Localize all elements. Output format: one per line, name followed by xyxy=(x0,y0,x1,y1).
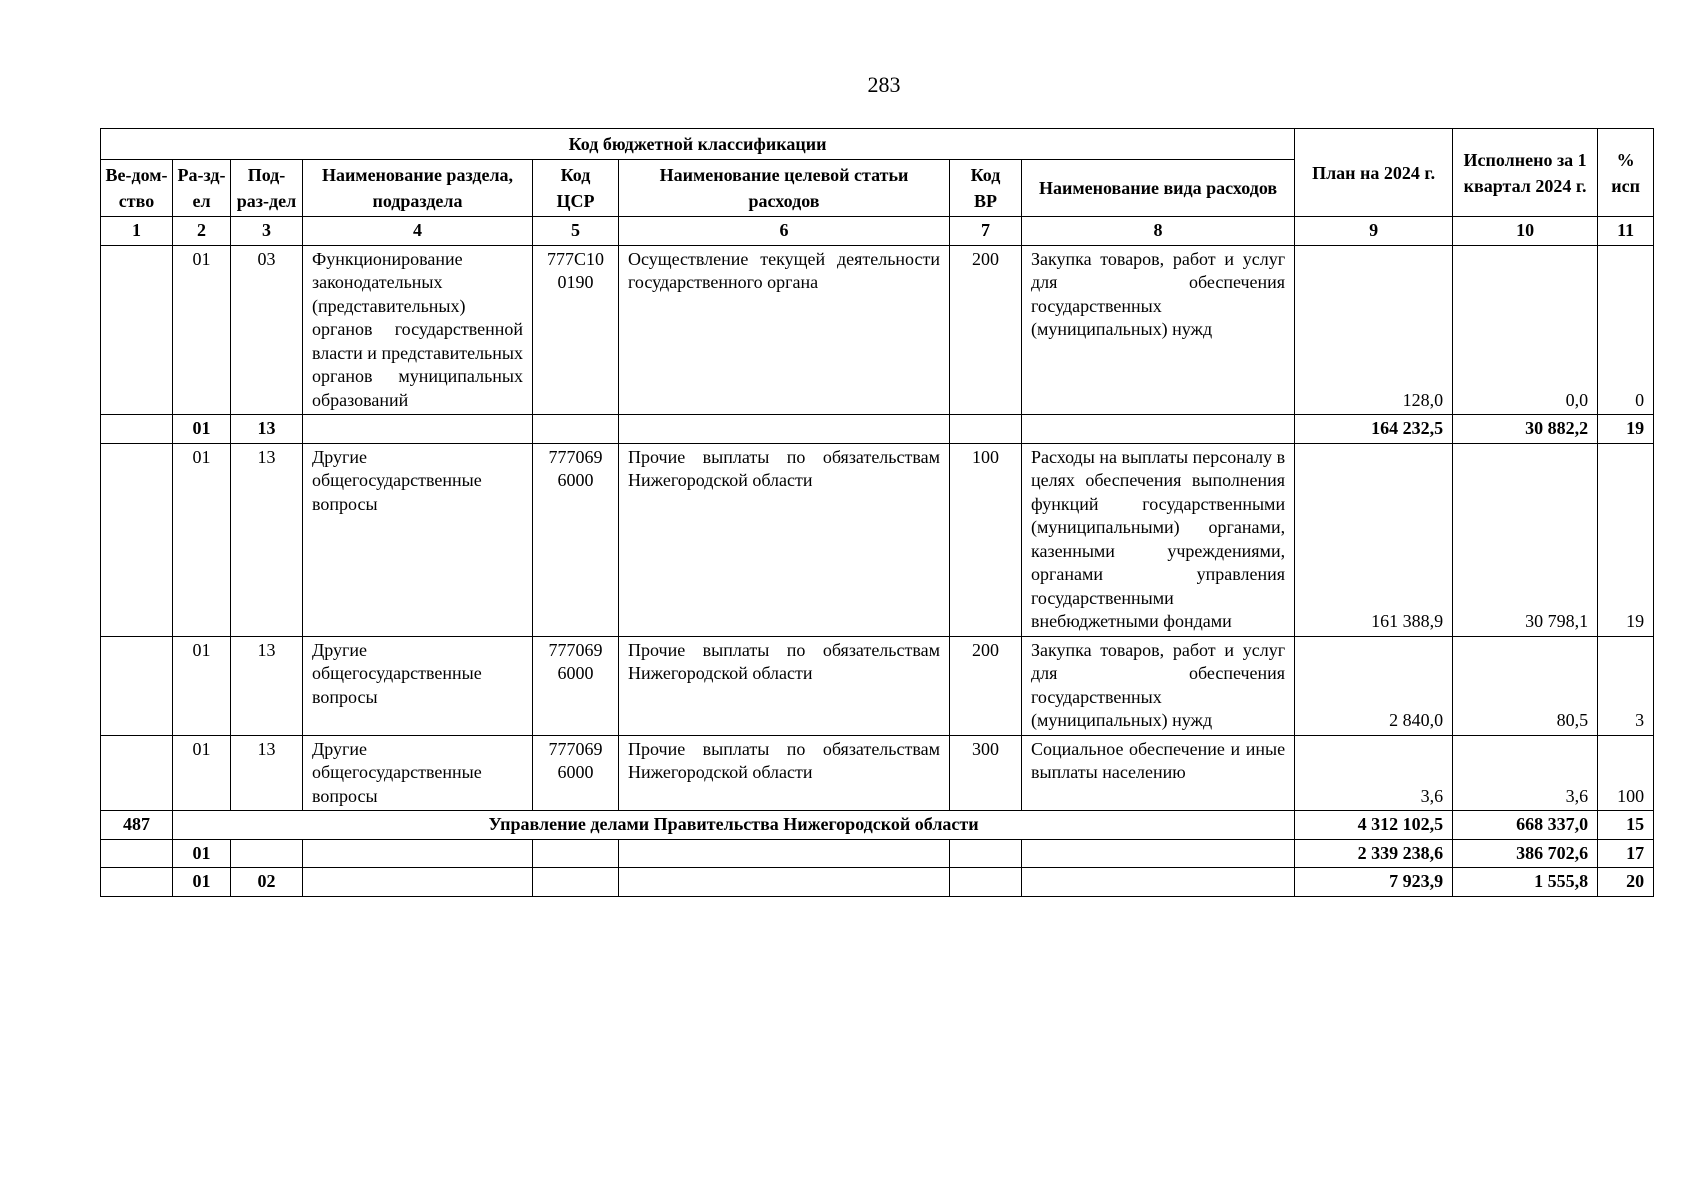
cell-vr-code xyxy=(950,839,1022,868)
cell-vr-code: 200 xyxy=(950,245,1022,415)
cell-vedomstvo xyxy=(101,735,173,811)
cell-razdel: 01 xyxy=(173,868,231,897)
header-razdel: Ра-зд-ел xyxy=(173,160,231,217)
cell-plan: 164 232,5 xyxy=(1295,415,1453,444)
cell-executed: 3,6 xyxy=(1453,735,1598,811)
department-row xyxy=(101,811,1654,840)
column-number: 8 xyxy=(1022,217,1295,246)
cell-section-name xyxy=(303,415,533,444)
column-number: 4 xyxy=(303,217,533,246)
cell-razdel: 01 xyxy=(173,735,231,811)
cell-vr-code: 200 xyxy=(950,636,1022,735)
cell-executed: 386 702,6 xyxy=(1453,839,1598,868)
cell-target-name: Прочие выплаты по обязательствам Нижегородской области xyxy=(619,443,950,636)
column-number: 5 xyxy=(533,217,619,246)
cell-expense-type: Закупка товаров, работ и услуг для обеспечения государственных (муниципальных) нужд xyxy=(1022,636,1295,735)
table-row xyxy=(101,415,1654,444)
cell-razdel: 01 xyxy=(173,839,231,868)
column-numbers-row xyxy=(101,217,1654,246)
cell-razdel: 01 xyxy=(173,415,231,444)
page-number: 283 xyxy=(867,72,901,97)
cell-vedomstvo xyxy=(101,415,173,444)
header-executed: Исполнено за 1 квартал 2024 г. xyxy=(1453,129,1598,217)
cell-vedomstvo xyxy=(101,839,173,868)
cell-target-name: Осуществление текущей деятельности государственного органа xyxy=(619,245,950,415)
cell-podrazdel: 13 xyxy=(231,415,303,444)
cell-percent: 100 xyxy=(1598,735,1654,811)
cell-plan: 2 339 238,6 xyxy=(1295,839,1453,868)
header-section-name: Наименование раздела, подраздела xyxy=(303,160,533,217)
cell-section-name: Функционирование законодательных (представительных) органов государственной власти и представительных органов муниципальных образований xyxy=(303,245,533,415)
cell-executed: 668 337,0 xyxy=(1453,811,1598,840)
cell-plan: 161 388,9 xyxy=(1295,443,1453,636)
header-percent: % исп xyxy=(1598,129,1654,217)
column-number: 6 xyxy=(619,217,950,246)
cell-podrazdel: 13 xyxy=(231,735,303,811)
cell-vedomstvo: 487 xyxy=(101,811,173,840)
column-number: 11 xyxy=(1598,217,1654,246)
header-vr-code: Код ВР xyxy=(950,160,1022,217)
cell-plan: 128,0 xyxy=(1295,245,1453,415)
cell-csr-code: 777069 6000 xyxy=(533,636,619,735)
cell-executed: 1 555,8 xyxy=(1453,868,1598,897)
cell-target-name xyxy=(619,868,950,897)
header-podrazdel: Под-раз-дел xyxy=(231,160,303,217)
column-number: 7 xyxy=(950,217,1022,246)
cell-podrazdel xyxy=(231,839,303,868)
cell-target-name xyxy=(619,839,950,868)
cell-section-name xyxy=(303,839,533,868)
column-number: 3 xyxy=(231,217,303,246)
cell-plan: 4 312 102,5 xyxy=(1295,811,1453,840)
cell-executed: 0,0 xyxy=(1453,245,1598,415)
cell-percent: 19 xyxy=(1598,415,1654,444)
cell-csr-code: 777С10 0190 xyxy=(533,245,619,415)
cell-vr-code: 100 xyxy=(950,443,1022,636)
cell-expense-type: Закупка товаров, работ и услуг для обеспечения государственных (муниципальных) нужд xyxy=(1022,245,1295,415)
header-csr-code: Код ЦСР xyxy=(533,160,619,217)
cell-vedomstvo xyxy=(101,868,173,897)
cell-csr-code xyxy=(533,415,619,444)
budget-table xyxy=(100,128,1654,897)
cell-razdel: 01 xyxy=(173,443,231,636)
cell-vedomstvo xyxy=(101,245,173,415)
cell-section-name: Другие общегосударственные вопросы xyxy=(303,735,533,811)
department-title: Управление делами Правительства Нижегородской области xyxy=(173,811,1295,840)
table-row xyxy=(101,636,1654,735)
cell-section-name xyxy=(303,868,533,897)
cell-expense-type xyxy=(1022,839,1295,868)
column-number: 1 xyxy=(101,217,173,246)
cell-plan: 3,6 xyxy=(1295,735,1453,811)
header-budget-classification: Код бюджетной классификации xyxy=(101,129,1295,160)
header-expense-type: Наименование вида расходов xyxy=(1022,160,1295,217)
cell-csr-code: 777069 6000 xyxy=(533,443,619,636)
table-row xyxy=(101,443,1654,636)
column-number: 10 xyxy=(1453,217,1598,246)
cell-target-name: Прочие выплаты по обязательствам Нижегородской области xyxy=(619,636,950,735)
cell-percent: 20 xyxy=(1598,868,1654,897)
cell-csr-code xyxy=(533,839,619,868)
cell-percent: 3 xyxy=(1598,636,1654,735)
cell-podrazdel: 02 xyxy=(231,868,303,897)
cell-section-name: Другие общегосударственные вопросы xyxy=(303,443,533,636)
cell-section-name: Другие общегосударственные вопросы xyxy=(303,636,533,735)
cell-plan: 2 840,0 xyxy=(1295,636,1453,735)
cell-target-name xyxy=(619,415,950,444)
cell-expense-type: Социальное обеспечение и иные выплаты населению xyxy=(1022,735,1295,811)
cell-expense-type xyxy=(1022,868,1295,897)
table-row xyxy=(101,839,1654,868)
cell-expense-type xyxy=(1022,415,1295,444)
header-vedomstvo: Ве-дом-ство xyxy=(101,160,173,217)
cell-executed: 30 798,1 xyxy=(1453,443,1598,636)
cell-expense-type: Расходы на выплаты персоналу в целях обеспечения выполнения функций государственными (муниципальными) органами, казенными учреждениями, органами управления государственными внебюджетными фондами xyxy=(1022,443,1295,636)
column-number: 2 xyxy=(173,217,231,246)
cell-vedomstvo xyxy=(101,636,173,735)
cell-percent: 17 xyxy=(1598,839,1654,868)
cell-percent: 19 xyxy=(1598,443,1654,636)
cell-executed: 80,5 xyxy=(1453,636,1598,735)
table-row xyxy=(101,868,1654,897)
cell-vr-code xyxy=(950,868,1022,897)
cell-percent: 0 xyxy=(1598,245,1654,415)
cell-target-name: Прочие выплаты по обязательствам Нижегородской области xyxy=(619,735,950,811)
cell-podrazdel: 13 xyxy=(231,636,303,735)
cell-razdel: 01 xyxy=(173,636,231,735)
cell-vedomstvo xyxy=(101,443,173,636)
cell-executed: 30 882,2 xyxy=(1453,415,1598,444)
table-row xyxy=(101,735,1654,811)
cell-vr-code: 300 xyxy=(950,735,1022,811)
header-target-name: Наименование целевой статьи расходов xyxy=(619,160,950,217)
cell-podrazdel: 03 xyxy=(231,245,303,415)
cell-podrazdel: 13 xyxy=(231,443,303,636)
table-row xyxy=(101,245,1654,415)
cell-vr-code xyxy=(950,415,1022,444)
cell-percent: 15 xyxy=(1598,811,1654,840)
cell-csr-code xyxy=(533,868,619,897)
cell-csr-code: 777069 6000 xyxy=(533,735,619,811)
cell-plan: 7 923,9 xyxy=(1295,868,1453,897)
header-plan: План на 2024 г. xyxy=(1295,129,1453,217)
cell-razdel: 01 xyxy=(173,245,231,415)
column-number: 9 xyxy=(1295,217,1453,246)
